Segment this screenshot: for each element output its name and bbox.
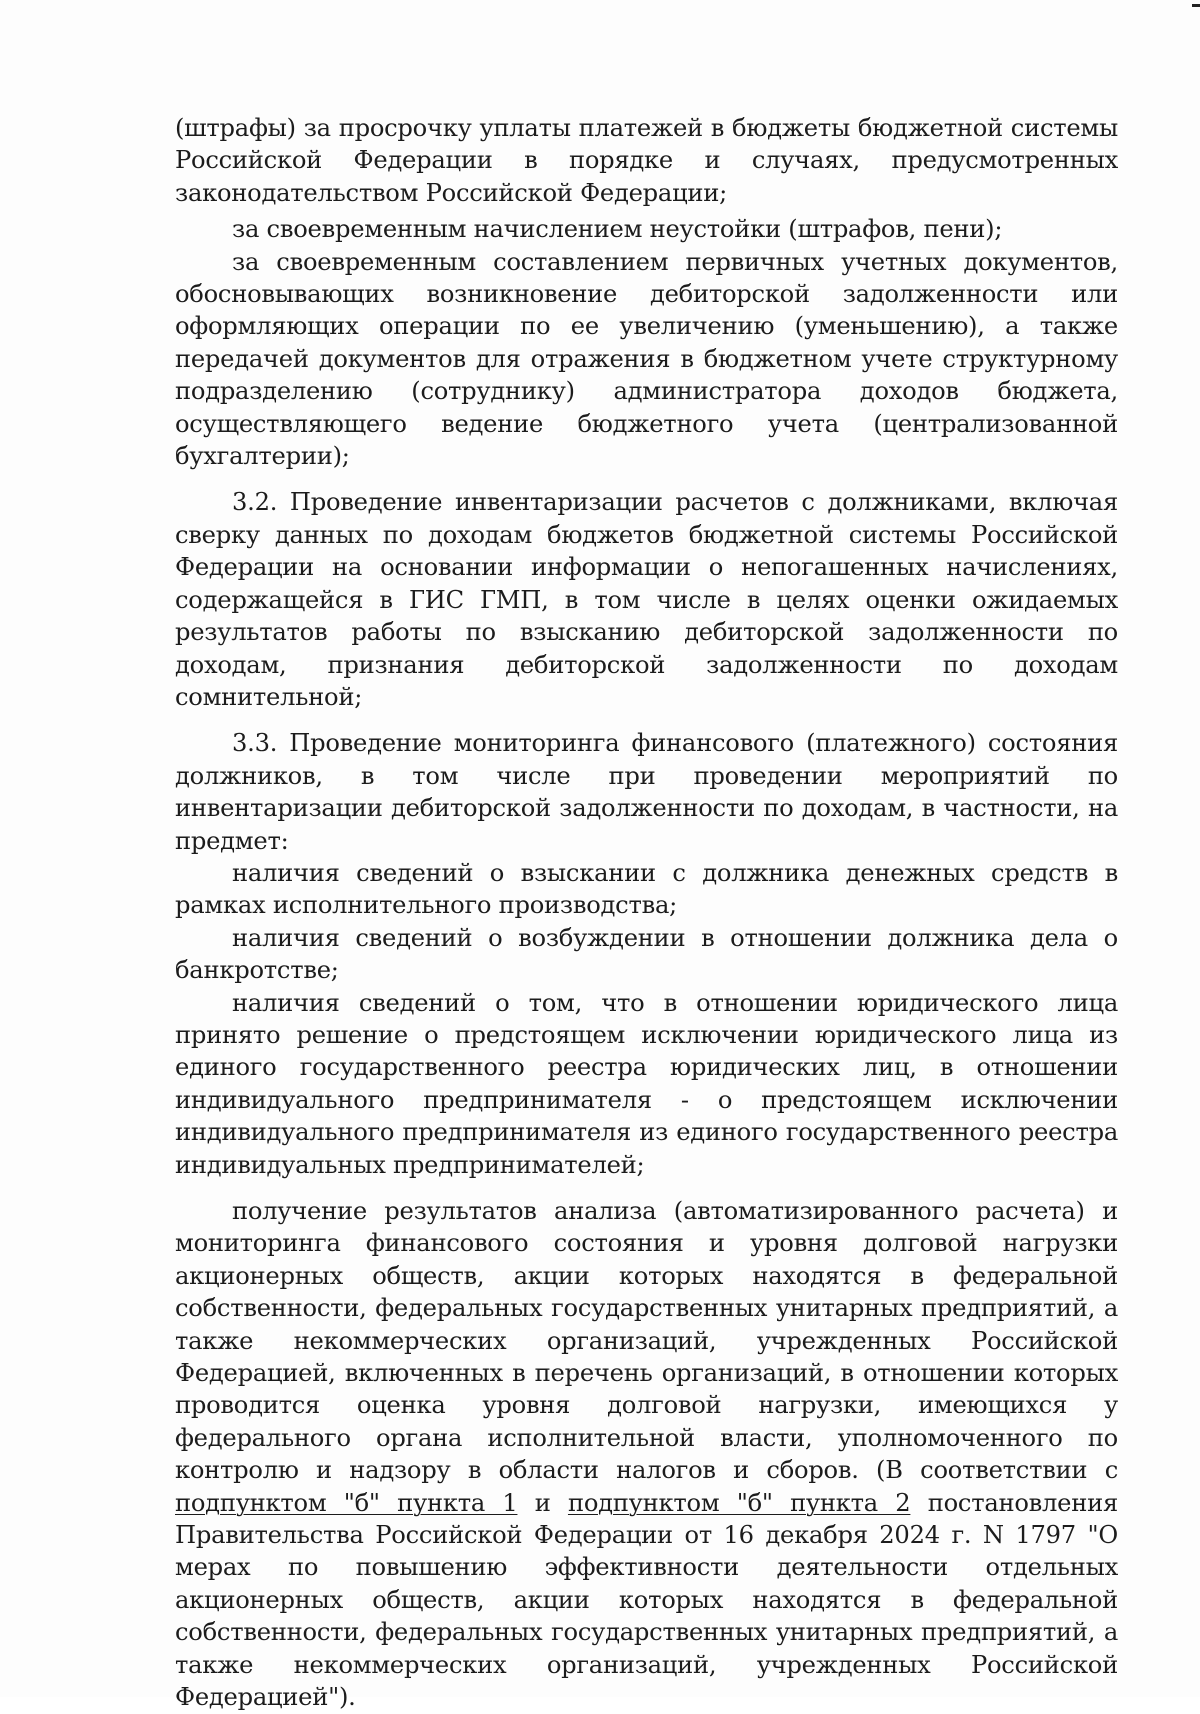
paragraph-text-part2: и — [517, 1488, 568, 1517]
paragraph-register-exclusion: наличия сведений о том, что в отношении юридического лица принято решение о предстоящем исключении юридического лица из единого государственного реестра юридических лиц, в отношении индивидуального предпринимателя - о предстоящем исключении индивидуального предпринимателя из единого государственного реестра индивидуальных предпринимателей; — [175, 988, 1118, 1179]
subparagraph-b-item-1-link[interactable]: подпунктом "б" пункта 1 — [175, 1488, 518, 1517]
paragraph-3-3-monitoring: 3.3. Проведение мониторинга финансового (платежного) состояния должников, в том числе при проведении мероприятий по инвентаризации дебиторской задолженности по доходам, в частности, на предмет: — [175, 729, 1118, 855]
scan-corner-mark — [1192, 4, 1200, 7]
paragraph-enforcement-info: наличия сведений о взыскании с должника денежных средств в рамках исполнительного производства; — [175, 858, 1118, 920]
paragraph-text-part3: постановления Правительства Российской Федерации от 16 декабря 2024 г. N 1797 "О мерах по повышению эффективности деятельности отдельных акционерных обществ, акции которых находятся в федеральной собственности, федеральных государственных унитарных предприятий, а также некоммерческих организаций, учрежденных Российской Федерацией"). — [175, 1488, 1118, 1712]
document-body — [175, 112, 1118, 1714]
paragraph-penalty-accrual: за своевременным начислением неустойки (штрафов, пени); — [232, 215, 1003, 244]
paragraph-3-2-inventory: 3.2. Проведение инвентаризации расчетов с должниками, включая сверку данных по доходам бюджетов бюджетной системы Российской Федерации на основании информации о непогашенных начислениях, содержащейся в ГИС ГМП, в том числе в целях оценки ожидаемых результатов работы по взысканию дебиторской задолженности по доходам, признания дебиторской задолженности по доходам сомнительной; — [175, 488, 1118, 711]
paragraph-text-part1: получение результатов анализа (автоматизированного расчета) и мониторинга финансового состояния и уровня долговой нагрузки акционерных обществ, акции которых находятся в федеральной собственности, федеральных государственных унитарных предприятий, а также некоммерческих организаций, учрежденных Российской Федерацией, включенных в перечень организаций, в отношении которых проводится оценка уровня долговой нагрузки, имеющихся у федерального органа исполнительной власти, уполномоченного по контролю и надзору в области налогов и сборов. (В соответствии с — [175, 1197, 1118, 1485]
paragraph-penalties-continuation: (штрафы) за просрочку уплаты платежей в бюджеты бюджетной системы Российской Федерации в порядке и случаях, предусмотренных законодательством Российской Федерации; — [175, 114, 1118, 207]
paragraph-primary-documents: за своевременным составлением первичных учетных документов, обосновывающих возникновение дебиторской задолженности или оформляющих операции по ее увеличению (уменьшению), а также передачей документов для отражения в бюджетном учете структурному подразделению (сотруднику) администратора доходов бюджета, осуществляющего ведение бюджетного учета (централизованной бухгалтерии); — [175, 247, 1118, 471]
paragraph-bankruptcy-info: наличия сведений о возбуждении в отношении должника дела о банкротстве; — [175, 923, 1118, 985]
subparagraph-b-item-2-link[interactable]: подпунктом "б" пункта 2 — [567, 1488, 911, 1517]
paragraph-debt-load-analysis — [175, 1195, 1118, 1714]
